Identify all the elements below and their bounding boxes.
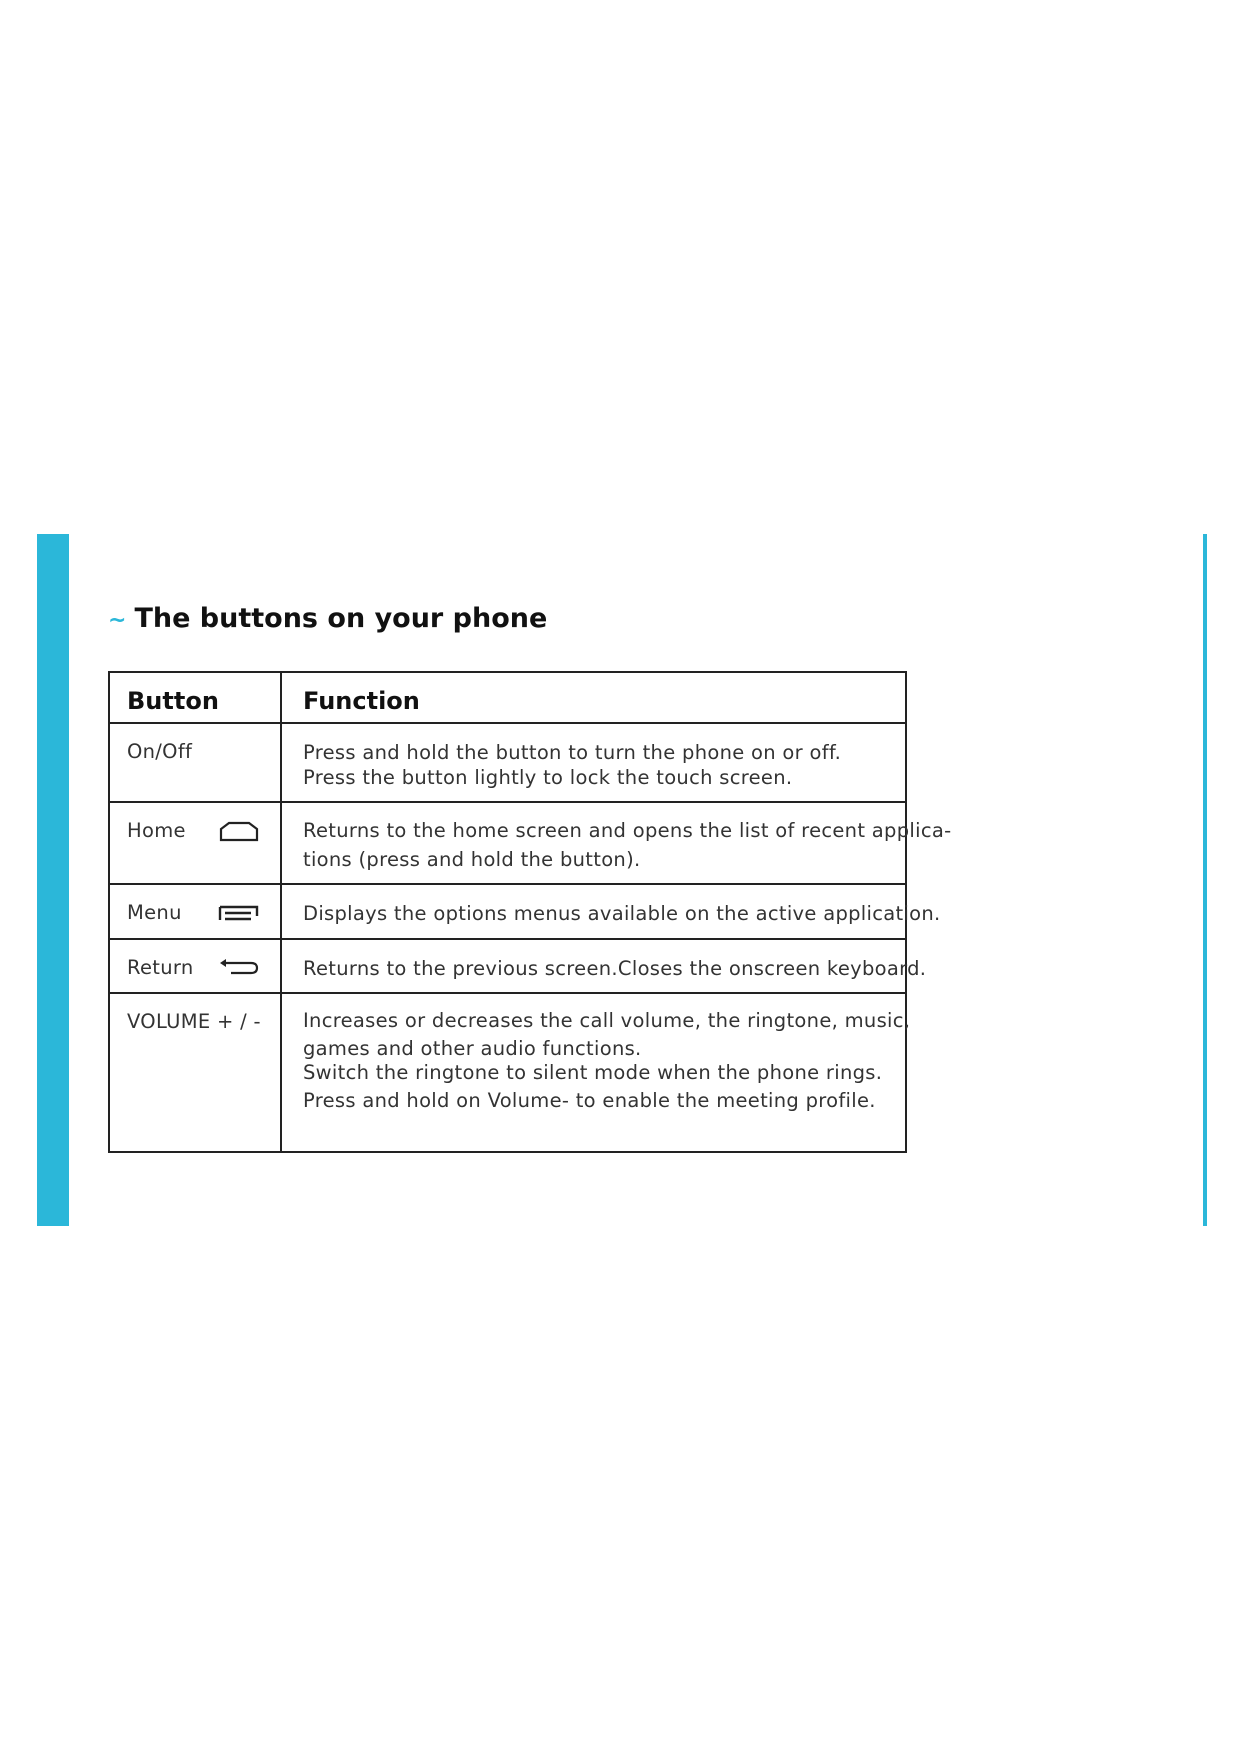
right-accent-line xyxy=(1203,534,1207,1226)
function-cell xyxy=(281,723,906,802)
button-cell xyxy=(109,884,281,939)
title-text: The buttons on your phone xyxy=(134,603,548,634)
menu-icon xyxy=(217,902,261,924)
buttons-table xyxy=(108,671,952,1153)
button-cell xyxy=(109,723,281,802)
home-icon xyxy=(217,820,261,842)
header-button: Button xyxy=(109,672,281,723)
function-cell xyxy=(281,802,952,884)
function-text: games and other audio functions. xyxy=(303,1037,642,1060)
function-text: Displays the options menus available on the active application. xyxy=(303,902,941,925)
return-icon xyxy=(217,957,261,979)
left-accent-bar xyxy=(37,534,69,1226)
function-text: Press and hold on Volume- to enable the meeting profile. xyxy=(303,1089,876,1112)
button-label: On/Off xyxy=(127,740,193,763)
button-label: Menu xyxy=(127,901,182,924)
title-marker: ~ xyxy=(108,608,127,633)
table-row xyxy=(109,939,906,993)
function-text: Switch the ringtone to silent mode when the phone rings. xyxy=(303,1061,883,1084)
table-header-row xyxy=(109,672,906,723)
function-text: Press the button lightly to lock the touch screen. xyxy=(303,766,793,789)
function-text: Increases or decreases the call volume, the ringtone, music, xyxy=(303,1009,911,1032)
function-text: Press and hold the button to turn the phone on or off. xyxy=(303,741,842,764)
table-row xyxy=(109,802,906,884)
function-text: Returns to the previous screen.Closes the onscreen keyboard. xyxy=(303,957,927,980)
button-label: Home xyxy=(127,819,186,842)
button-label: VOLUME + / - xyxy=(127,1010,261,1033)
button-cell xyxy=(109,993,281,1152)
function-cell xyxy=(281,993,911,1152)
button-cell xyxy=(109,802,281,884)
button-cell xyxy=(109,939,281,993)
function-cell xyxy=(281,884,941,939)
header-function: Function xyxy=(281,672,906,723)
page-title xyxy=(108,603,547,634)
table-row xyxy=(109,723,906,802)
table-row xyxy=(109,884,906,939)
function-cell xyxy=(281,939,927,993)
table-row xyxy=(109,993,906,1152)
button-label: Return xyxy=(127,956,194,979)
function-text: tions (press and hold the button). xyxy=(303,848,641,871)
function-text: Returns to the home screen and opens the list of recent applica- xyxy=(303,819,952,842)
